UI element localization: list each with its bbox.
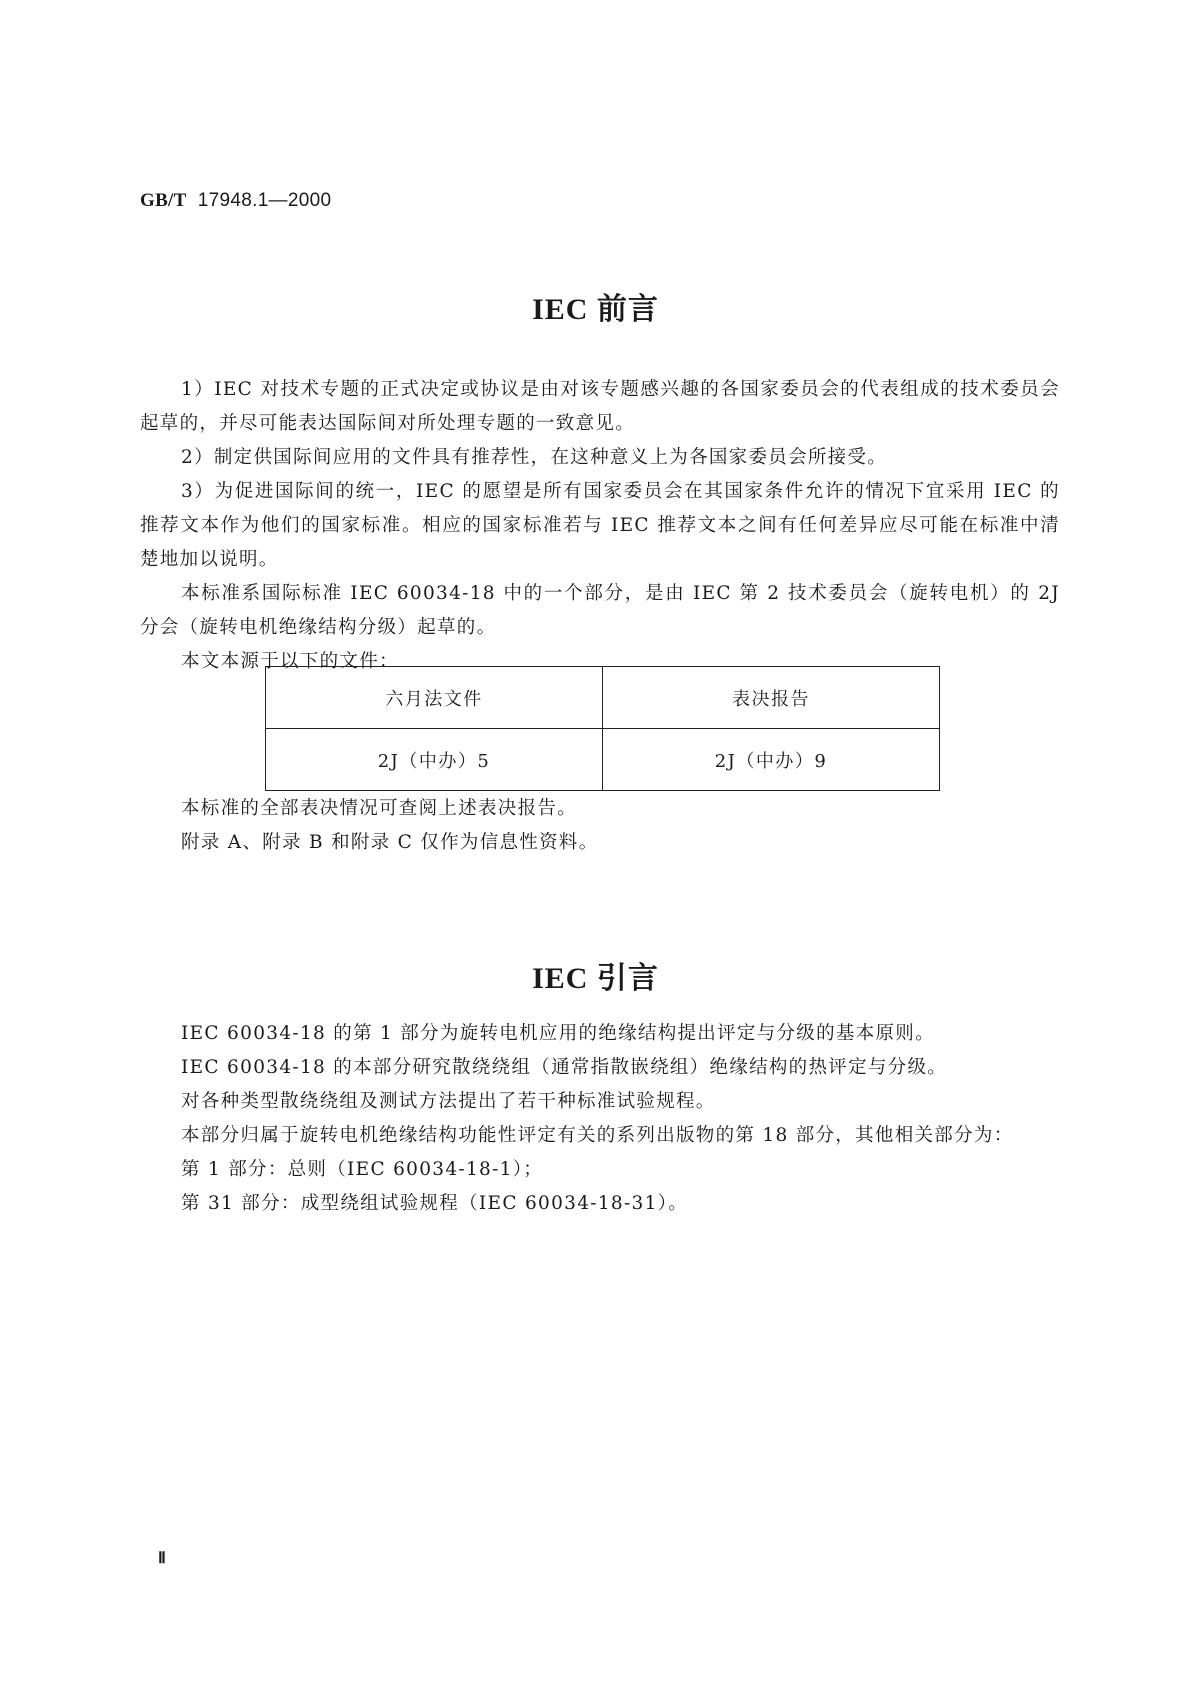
table-cell: 2J（中办）9 [603,729,940,791]
table-row [266,729,940,791]
foreword-paragraph-4: 本标准系国际标准 IEC 60034-18 中的一个部分，是由 IEC 第 2 技术委员会（旋转电机）的 2J 分会（旋转电机绝缘结构分级）起草的。 [140,583,1060,638]
introduction-body [140,1017,1060,1221]
introduction-paragraph-5: 第 1 部分：总则（IEC 60034-18-1）； [181,1159,544,1180]
foreword-paragraph-5: 本文本源于以下的文件： [181,651,399,672]
foreword-note-1: 本标准的全部表决情况可查阅上述表决报告。 [181,798,578,819]
foreword-paragraph-3: 3）为促进国际间的统一，IEC 的愿望是所有国家委员会在其国家条件允许的情况下宜采用 IEC 的推荐文本作为他们的国家标准。相应的国家标准若与 IEC 推荐文本之间有任何差异应尽可能在标准中清楚地加以说明。 [140,481,1060,570]
table-header-cell: 表决报告 [603,667,940,729]
introduction-paragraph-4: 本部分归属于旋转电机绝缘结构功能性评定有关的系列出版物的第 18 部分，其他相关部分为： [181,1125,1014,1146]
foreword-note-2: 附录 A、附录 B 和附录 C 仅作为信息性资料。 [181,832,599,853]
table-header-cell: 六月法文件 [266,667,603,729]
page-number: Ⅱ [158,1550,166,1567]
table-header-row [266,667,940,729]
foreword-paragraph-1: 1）IEC 对技术专题的正式决定或协议是由对该专题感兴趣的各国家委员会的代表组成的技术委员会起草的，并尽可能表达国际间对所处理专题的一致意见。 [140,379,1060,434]
foreword-title: IEC 前言 [532,293,659,326]
table-cell: 2J（中办）5 [266,729,603,791]
introduction-paragraph-3: 对各种类型散绕绕组及测试方法提出了若干种标准试验规程。 [181,1091,716,1112]
source-documents-table [265,666,940,791]
standard-code: 17948.1—2000 [197,190,332,211]
foreword-body [140,373,1060,679]
introduction-paragraph-2: IEC 60034-18 的本部分研究散绕绕组（通常指散嵌绕组）绝缘结构的热评定与分级。 [181,1057,948,1078]
standard-number [140,190,331,212]
introduction-paragraph-6: 第 31 部分：成型绕组试验规程（IEC 60034-18-31）。 [181,1193,689,1214]
foreword-paragraph-2: 2）制定供国际间应用的文件具有推荐性，在这种意义上为各国家委员会所接受。 [181,447,888,468]
standard-prefix: GB/T [140,190,187,211]
introduction-title: IEC 引言 [532,962,659,995]
introduction-paragraph-1: IEC 60034-18 的第 1 部分为旋转电机应用的绝缘结构提出评定与分级的基本原则。 [181,1023,935,1044]
foreword-notes [140,792,1060,860]
